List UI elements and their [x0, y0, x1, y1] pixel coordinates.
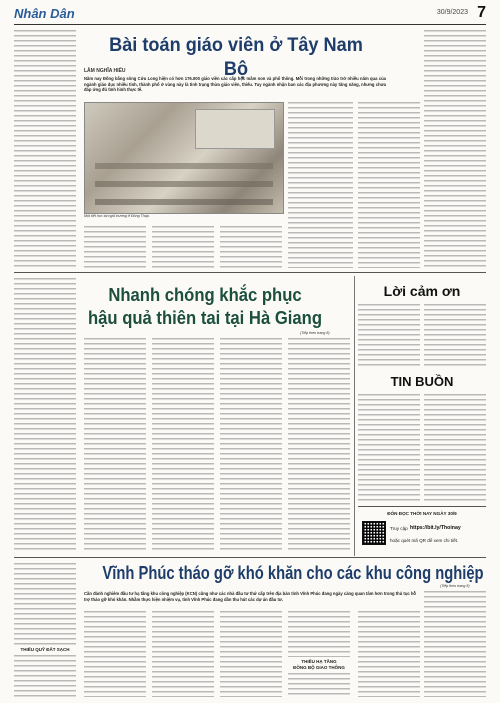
- obituary-title: TIN BUỒN: [390, 374, 454, 389]
- lead-story-column-b: [152, 226, 214, 268]
- column-divider: [354, 276, 355, 556]
- story-2-headline-line-2: hậu quả thiên tai tại Hà Giang: [87, 307, 323, 328]
- newspaper-brand: Nhân Dân: [14, 6, 75, 21]
- page-header: [14, 6, 486, 25]
- story-3-column-e: [358, 611, 420, 697]
- lead-story-column-e: [358, 102, 420, 268]
- story-3-column-c: [220, 611, 282, 697]
- story-3-sapo: Cần đánh nghiêm đầu tư hạ tầng khu công nghiệp (KCN) cũng như các nhà đầu tư thứ cấp trên địa bàn tỉnh Vĩnh Phúc đang ngày càng quan tâm hơn trong thủ tục hỗ trợ tháo gỡ khó khăn. Nhằm thực hiện nhiệm vụ, tỉnh Vĩnh Phúc đang dần thu hút các dự án đầu tư.: [84, 591, 416, 602]
- lead-story-byline: LÂM NGHĨA HIẾU: [84, 68, 126, 74]
- lead-story-column-a: [84, 226, 146, 268]
- issue-date: 30/9/2023: [436, 9, 468, 16]
- lead-story-photo-caption: Một tiết học tại ngôi trường ở Đồng Tháp.: [84, 214, 150, 218]
- page-number: 7: [477, 4, 486, 21]
- lead-story-headline: Bài toán giáo viên ở Tây Nam Bộ: [109, 34, 363, 80]
- lead-story-sapo: Năm nay Đồng bằng sông Cửu Long hiện có hơn 176.000 giáo viên các cấp học mầm non và phổ thông. Mỗi trong những trào trở nhiều năm qua của ngành giáo dục nhiều tỉnh, thành phố ở vùng này là tình trạng thừa giáo viên, thiếu. Tuy ngành nhận ban các địa phương này tăng năng, nhưng chưa đáp ứng đủ tình hình thực tế.: [84, 76, 386, 93]
- story-2-column-c: [220, 338, 282, 553]
- qr-code-icon[interactable]: [362, 521, 386, 545]
- subscription-link[interactable]: https://bit.ly/Thoinay: [410, 525, 461, 531]
- thank-you-title: Lời cảm ơn: [383, 283, 461, 299]
- story-3-subhead-right: THIẾU HẠ TẦNG: [301, 659, 337, 664]
- thank-you-column-a: [358, 304, 420, 368]
- story-2-column-b: [152, 338, 214, 553]
- story-3-column-f: [424, 591, 486, 697]
- obituary-column-b: [424, 394, 486, 502]
- story-3-column-d-2: [288, 673, 350, 697]
- story-3-column-d: [288, 611, 350, 657]
- story-2-column-d: [288, 338, 350, 553]
- section-divider-2: [14, 557, 486, 558]
- thank-you-column-b: [424, 304, 486, 368]
- section-divider: [14, 272, 486, 273]
- lead-story-column-d: [288, 102, 353, 268]
- subscription-box: [358, 506, 486, 553]
- story-3-column-b: [152, 611, 214, 697]
- story-3-left-column-2: [14, 655, 76, 697]
- lead-story-column-f: [424, 30, 486, 268]
- story-3-subhead-left: THIẾU QUỸ ĐẤT SẠCH: [20, 647, 70, 652]
- subscription-prompt: ĐÓN ĐỌC THỜI NAY NGÀY 30/9: [387, 511, 457, 516]
- subscription-scan-label: Truy cập: [390, 526, 408, 531]
- lead-story-left-column: [14, 30, 76, 268]
- lead-story-photo: [84, 102, 284, 214]
- story-3-subhead-right-2: ĐỒNG BỘ GIAO THÔNG: [293, 665, 345, 670]
- story-3-left-column: [14, 563, 76, 645]
- story-3-continued: (Tiếp theo trang 8): [440, 584, 470, 588]
- lead-story-column-c: [220, 226, 282, 268]
- story-2-headline-line-1: Nhanh chóng khắc phục: [108, 284, 302, 305]
- story-2-continued: (Tiếp theo trang 8): [300, 331, 330, 335]
- obituary-column-a: [358, 394, 420, 502]
- subscription-note: hoặc quét mã QR để xem chi tiết.: [390, 538, 459, 543]
- story-2-left-column: [14, 278, 76, 553]
- story-2-column-a: [84, 338, 146, 553]
- story-3-column-a: [84, 611, 146, 697]
- story-3-headline: Vĩnh Phúc tháo gỡ khó khăn cho các khu công nghiệp: [102, 563, 484, 583]
